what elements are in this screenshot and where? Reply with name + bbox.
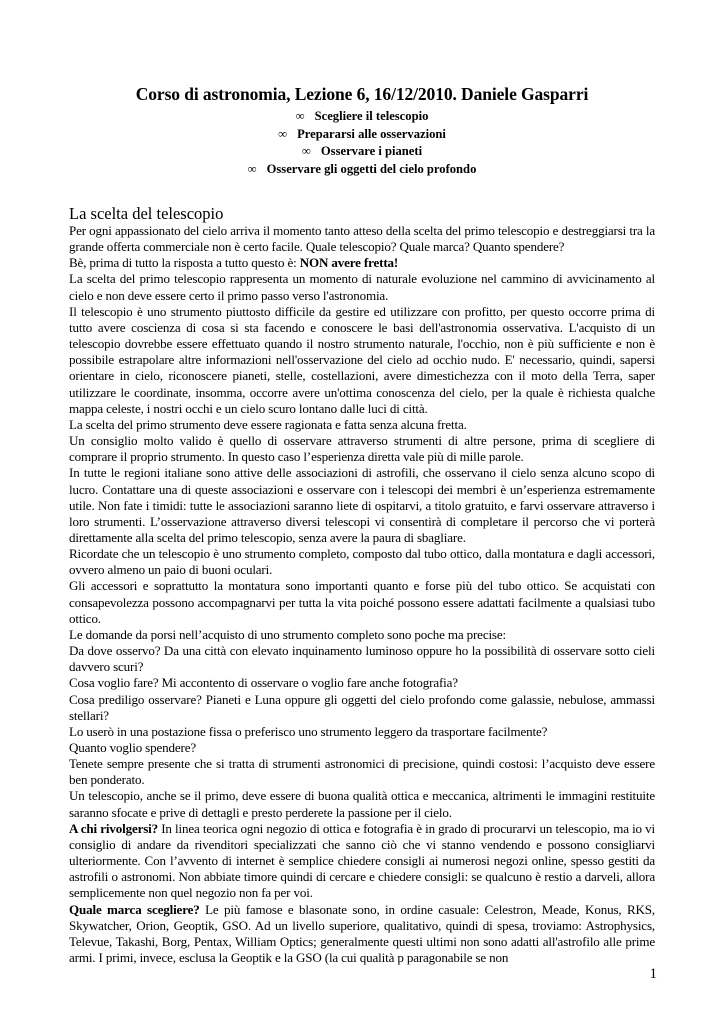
topic-label: Osservare i pianeti bbox=[320, 144, 423, 159]
topic-item bbox=[0, 108, 724, 126]
topic-label: Scegliere il telescopio bbox=[314, 109, 429, 123]
paragraph bbox=[69, 821, 655, 902]
infinity-bullet-icon: ∞ bbox=[278, 126, 288, 141]
emphasis-text: Quale marca scegliere? bbox=[69, 901, 200, 917]
body-text bbox=[69, 223, 655, 966]
paragraph bbox=[69, 902, 655, 967]
infinity-bullet-icon: ∞ bbox=[247, 161, 257, 176]
topics-list bbox=[0, 108, 724, 178]
paragraph-text: In linea teorica ogni negozio di ottica e fotografia è in grado di procurarvi un telescopio, ma io vi consiglio di andare da rivenditori specializzati che sanno ciò che vi stanno vendendo e possono consigliarvi ulteriormente. Con l’avvento di internet è semplice chiedere consigli ai numerosi negozi online, spesso gestiti da astrofili o astronomi. Non abbiate timore quindi di cercare e chiedere consigli: se qualcuno è restio a darveli, allora semplicemente non quel negozio non fa per voi. bbox=[69, 820, 655, 901]
document-title: Corso di astronomia, Lezione 6, 16/12/2010. Daniele Gasparri bbox=[135, 84, 589, 104]
paragraph: Il telescopio è uno strumento piuttosto difficile da gestire ed utilizzare con profitto, per questo occorre prima di tutto avere coscienza di cosa si sta facendo e conoscere le basi dell'astronomia osservativa. L'acquisto di un telescopio dovrebbe essere effettuato quando il nostro strumento naturale, l'occhio, non è più sufficiente e non è possibile estrapolare altre informazioni nell'osservazione del cielo ad occhio nudo. E' necessario, quindi, sapersi orientare in cielo, riconoscere pianeti, stelle, costellazioni, avere dimestichezza con il moto della Terra, saper utilizzare le coordinate, insomma, occorre avere un'ottima conoscenza del cielo, per la quale è richiesta qualche mappa celeste, i nostri occhi e un cielo scuro lontano dalle luci di città. bbox=[69, 303, 655, 416]
question-line: Cosa voglio fare? Mi accontento di osservare o voglio fare anche fotografia? bbox=[69, 675, 458, 691]
paragraph: Un telescopio, anche se il primo, deve essere di buona qualità ottica e meccanica, altrimenti le immagini restituite saranno sfocate e prive di dettagli e presto perderete la passione per il cielo. bbox=[69, 788, 655, 820]
section-heading: La scelta del telescopio bbox=[69, 204, 224, 223]
paragraph: In tutte le regioni italiane sono attive delle associazioni di astrofili, che osservano il cielo senza alcuno scopo di lucro. Contattare una di queste associazioni e osservare con i telescopi dei membri è un’esperienza estremamente utile. Non fate i timidi: tutte le associazioni saranno liete di ospitarvi, a titolo gratuito, e farvi osservare attraverso i loro strumenti. L’osservazione attraverso diversi telescopi vi consentirà di completare il percorso che vi porterà direttamente alla scelta del primo telescopio, senza avere la paura di sbagliare. bbox=[69, 465, 655, 545]
question-line: Lo userò in una postazione fissa o preferisco uno strumento leggero da trasportare facilmente? bbox=[69, 723, 548, 739]
paragraph: Per ogni appassionato del cielo arriva il momento tanto atteso della scelta del primo telescopio e destreggiarsi tra la grande offerta commerciale non è certo facile. Quale telescopio? Quale marca? Quanto spendere? bbox=[69, 223, 655, 255]
paragraph: La scelta del primo strumento deve essere ragionata e fatta senza alcuna fretta. bbox=[69, 416, 467, 432]
paragraph: Tenete sempre presente che si tratta di strumenti astronomici di precisione, quindi costosi: l’acquisto deve essere ben ponderato. bbox=[69, 756, 655, 788]
paragraph bbox=[69, 255, 655, 271]
paragraph-text: Le più famose e blasonate sono, in ordine casuale: Celestron, Meade, Konus, RKS, Skywatcher, Orion, Geoptik, GSO. Ad un livello superiore, qualitativo, quindi di spesa, troviamo: Astrophysics, Televue, Takashi, Borg, Pentax, William Optics; generalmente questi ultimi non sono adatti all'astrofilo alle prime armi. I primi, invece, esclusa la Geoptik e la GSO (la cui qualità p paragonabile se non bbox=[69, 901, 655, 966]
emphasis-text: A chi rivolgersi? bbox=[69, 820, 158, 836]
paragraph-text: Bè, prima di tutto la risposta a tutto questo è: bbox=[69, 255, 300, 271]
infinity-bullet-icon: ∞ bbox=[295, 109, 305, 123]
topic-label: Osservare gli oggetti del cielo profondo bbox=[266, 161, 477, 176]
topic-item bbox=[0, 143, 724, 161]
page-number: 1 bbox=[649, 966, 657, 982]
paragraph: Le domande da porsi nell’acquisto di uno strumento completo sono poche ma precise: bbox=[69, 626, 506, 642]
question-line: Quanto voglio spendere? bbox=[69, 740, 196, 755]
topic-label: Prepararsi alle osservazioni bbox=[297, 126, 446, 141]
question-line: Cosa prediligo osservare? Pianeti e Luna oppure gli oggetti del cielo profondo come galassie, nebulose, ammassi stellari? bbox=[69, 691, 655, 723]
paragraph: Un consiglio molto valido è quello di osservare attraverso strumenti di altre persone, prima di scegliere di comprare il proprio strumento. In questo caso l’esperienza diretta vale più di mille parole. bbox=[69, 433, 655, 465]
paragraph: Gli accessori e soprattutto la montatura sono importanti quanto e forse più del tubo ottico. Se acquistati con consapevolezza possono accompagnarvi per tutta la vita poiché possono essere adattati facilmente a qualsiasi tubo ottico. bbox=[69, 578, 655, 626]
paragraph: Ricordate che un telescopio è uno strumento completo, composto dal tubo ottico, dalla montatura e dagli accessori, ovvero almeno un paio di buoni oculari. bbox=[69, 546, 655, 578]
question-line: Da dove osservo? Da una città con elevato inquinamento luminoso oppure ho la possibilità di osservare sotto cieli davvero scuri? bbox=[69, 643, 655, 675]
infinity-bullet-icon: ∞ bbox=[301, 144, 311, 159]
topic-item bbox=[0, 161, 724, 179]
paragraph: La scelta del primo telescopio rappresenta un momento di naturale evoluzione nel cammino di avvicinamento al cielo e non deve essere certo il primo passo verso l'astronomia. bbox=[69, 271, 655, 303]
topic-item bbox=[0, 126, 724, 144]
emphasis-text: NON avere fretta! bbox=[299, 255, 399, 271]
